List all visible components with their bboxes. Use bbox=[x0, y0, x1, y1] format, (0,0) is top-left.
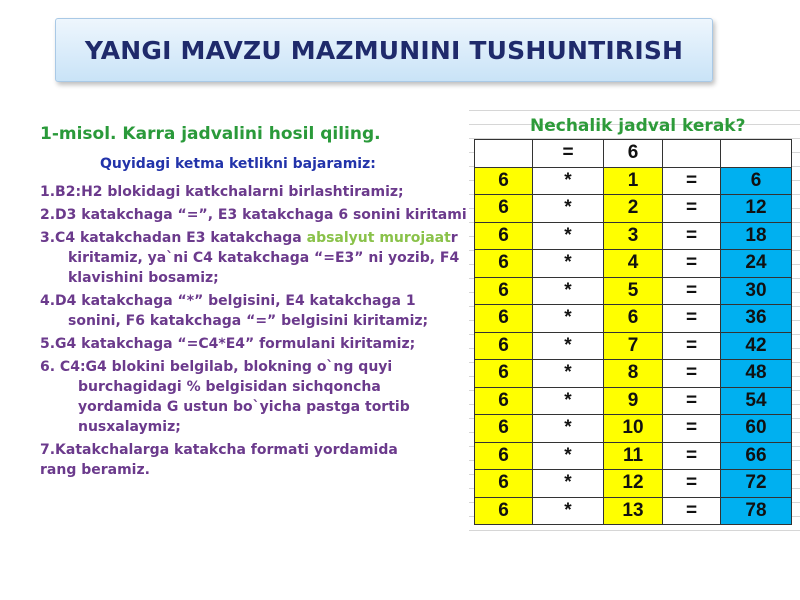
instructions-subheading: Quyidagi ketma ketlikni bajaramiz: bbox=[100, 156, 376, 172]
step-6-text-d: nusxalaymiz; bbox=[78, 419, 181, 435]
cell-multiplicand[interactable]: 6 bbox=[475, 167, 533, 195]
cell-multiplier[interactable]: 10 bbox=[604, 415, 663, 443]
cell-equals[interactable]: = bbox=[663, 470, 721, 498]
cell-multiplicand[interactable]: 6 bbox=[475, 277, 533, 305]
cell-result[interactable]: 30 bbox=[721, 277, 792, 305]
cell-result[interactable]: 36 bbox=[721, 305, 792, 333]
steps-list bbox=[40, 182, 480, 483]
step-3-text-b: r bbox=[450, 230, 458, 246]
step-6 bbox=[40, 357, 480, 437]
cell-operator[interactable]: * bbox=[533, 442, 604, 470]
step-7 bbox=[40, 440, 480, 480]
step-6-text-a: 6. C4:G4 blokini belgilab, blokning o`ng quyi bbox=[40, 359, 393, 375]
cell-multiplier[interactable]: 6 bbox=[604, 305, 663, 333]
step-5-text: 5.G4 katakchaga “=C4*E4” formulani kiritamiz; bbox=[40, 336, 416, 352]
cell-equals[interactable]: = bbox=[663, 497, 721, 525]
table-row bbox=[475, 332, 792, 360]
cell-operator[interactable]: * bbox=[533, 250, 604, 278]
cell-result[interactable]: 12 bbox=[721, 195, 792, 223]
table-row bbox=[475, 305, 792, 333]
table-row bbox=[475, 167, 792, 195]
step-7-text-a: 7.Katakchalarga katakcha formati yordamida bbox=[40, 442, 398, 458]
slide-title-box bbox=[55, 18, 713, 82]
cell-multiplier[interactable]: 13 bbox=[604, 497, 663, 525]
cell-multiplicand[interactable]: 6 bbox=[475, 250, 533, 278]
cell-result[interactable]: 66 bbox=[721, 442, 792, 470]
step-3 bbox=[40, 228, 480, 288]
cell-equals[interactable]: = bbox=[663, 277, 721, 305]
cell-multiplier[interactable]: 1 bbox=[604, 167, 663, 195]
cell-equals[interactable]: = bbox=[663, 415, 721, 443]
example-heading: 1-misol. Karra jadvalini hosil qiling. bbox=[40, 124, 381, 144]
cell-multiplier[interactable]: 4 bbox=[604, 250, 663, 278]
cell-result[interactable]: 72 bbox=[721, 470, 792, 498]
cell-multiplicand[interactable]: 6 bbox=[475, 222, 533, 250]
table-row bbox=[475, 470, 792, 498]
cell-operator[interactable]: * bbox=[533, 277, 604, 305]
cell-result[interactable]: 60 bbox=[721, 415, 792, 443]
step-6-text-c: yordamida G ustun bo`yicha pastga tortib bbox=[78, 399, 410, 415]
cell-multiplier[interactable]: 3 bbox=[604, 222, 663, 250]
cell-result[interactable]: 18 bbox=[721, 222, 792, 250]
cell-operator[interactable]: * bbox=[533, 415, 604, 443]
cell-result[interactable]: 24 bbox=[721, 250, 792, 278]
step-4-text-a: 4.D4 katakchaga “*” belgisini, E4 katakchaga 1 bbox=[40, 293, 416, 309]
sheet-title: Nechalik jadval kerak? bbox=[530, 116, 746, 136]
cell-multiplicand[interactable]: 6 bbox=[475, 360, 533, 388]
step-3-text-d: klavishini bosamiz; bbox=[68, 270, 219, 286]
cell-multiplier[interactable]: 8 bbox=[604, 360, 663, 388]
cell-multiplicand[interactable]: 6 bbox=[475, 415, 533, 443]
table-row bbox=[475, 442, 792, 470]
step-4-text-b: sonini, F6 katakchaga “=” belgisini kiritamiz; bbox=[68, 313, 429, 329]
step-5 bbox=[40, 334, 480, 354]
cell-multiplicand[interactable]: 6 bbox=[475, 442, 533, 470]
header-cell-equals[interactable]: = bbox=[533, 140, 604, 168]
cell-multiplicand[interactable]: 6 bbox=[475, 305, 533, 333]
table-row bbox=[475, 497, 792, 525]
cell-equals[interactable]: = bbox=[663, 195, 721, 223]
cell-multiplier[interactable]: 9 bbox=[604, 387, 663, 415]
cell-operator[interactable]: * bbox=[533, 195, 604, 223]
cell-equals[interactable]: = bbox=[663, 167, 721, 195]
cell-operator[interactable]: * bbox=[533, 305, 604, 333]
step-3-text-a: 3.C4 katakchadan E3 katakchaga bbox=[40, 230, 307, 246]
cell-operator[interactable]: * bbox=[533, 387, 604, 415]
step-4 bbox=[40, 291, 480, 331]
cell-equals[interactable]: = bbox=[663, 222, 721, 250]
table-header-row bbox=[475, 140, 792, 168]
step-1-text: 1.B2:H2 blokidagi katkchalarni birlashtiramiz; bbox=[40, 184, 404, 200]
header-cell-value[interactable]: 6 bbox=[604, 140, 663, 168]
cell-result[interactable]: 78 bbox=[721, 497, 792, 525]
cell-operator[interactable]: * bbox=[533, 167, 604, 195]
cell-equals[interactable]: = bbox=[663, 360, 721, 388]
multiplication-table-body bbox=[475, 140, 792, 525]
cell-multiplicand[interactable]: 6 bbox=[475, 497, 533, 525]
table-row bbox=[475, 250, 792, 278]
cell-multiplicand[interactable]: 6 bbox=[475, 195, 533, 223]
cell-multiplier[interactable]: 7 bbox=[604, 332, 663, 360]
step-2 bbox=[40, 205, 480, 225]
multiplication-table bbox=[474, 139, 792, 525]
cell-result[interactable]: 42 bbox=[721, 332, 792, 360]
cell-operator[interactable]: * bbox=[533, 360, 604, 388]
cell-multiplicand[interactable]: 6 bbox=[475, 470, 533, 498]
header-cell-empty[interactable] bbox=[475, 140, 533, 168]
table-row bbox=[475, 387, 792, 415]
cell-equals[interactable]: = bbox=[663, 442, 721, 470]
cell-result[interactable]: 48 bbox=[721, 360, 792, 388]
header-cell-empty-3[interactable] bbox=[721, 140, 792, 168]
step-3-text-c: kiritamiz, ya`ni C4 katakchaga “=E3” ni yozib, F4 bbox=[68, 250, 460, 266]
table-row bbox=[475, 360, 792, 388]
step-2-text: 2.D3 katakchaga “=”, E3 katakchaga 6 sonini kiritami bbox=[40, 207, 467, 223]
cell-multiplicand[interactable]: 6 bbox=[475, 332, 533, 360]
table-row bbox=[475, 277, 792, 305]
cell-operator[interactable]: * bbox=[533, 470, 604, 498]
cell-equals[interactable]: = bbox=[663, 250, 721, 278]
cell-result[interactable]: 54 bbox=[721, 387, 792, 415]
cell-operator[interactable]: * bbox=[533, 332, 604, 360]
table-row bbox=[475, 195, 792, 223]
cell-result[interactable]: 6 bbox=[721, 167, 792, 195]
step-6-text-b: burchagidagi % belgisidan sichqoncha bbox=[78, 379, 381, 395]
step-3-highlight: absalyut murojaat bbox=[306, 230, 451, 246]
cell-multiplier[interactable]: 5 bbox=[604, 277, 663, 305]
slide-title: YANGI MAVZU MAZMUNINI TUSHUNTIRISH bbox=[84, 35, 684, 65]
table-row bbox=[475, 415, 792, 443]
step-1 bbox=[40, 182, 480, 202]
cell-equals[interactable]: = bbox=[663, 332, 721, 360]
cell-operator[interactable]: * bbox=[533, 497, 604, 525]
cell-multiplier[interactable]: 2 bbox=[604, 195, 663, 223]
step-7-text-b: rang beramiz. bbox=[40, 462, 150, 478]
cell-operator[interactable]: * bbox=[533, 222, 604, 250]
table-row bbox=[475, 222, 792, 250]
header-cell-empty-2[interactable] bbox=[663, 140, 721, 168]
cell-multiplicand[interactable]: 6 bbox=[475, 387, 533, 415]
cell-equals[interactable]: = bbox=[663, 387, 721, 415]
cell-multiplier[interactable]: 11 bbox=[604, 442, 663, 470]
cell-multiplier[interactable]: 12 bbox=[604, 470, 663, 498]
cell-equals[interactable]: = bbox=[663, 305, 721, 333]
